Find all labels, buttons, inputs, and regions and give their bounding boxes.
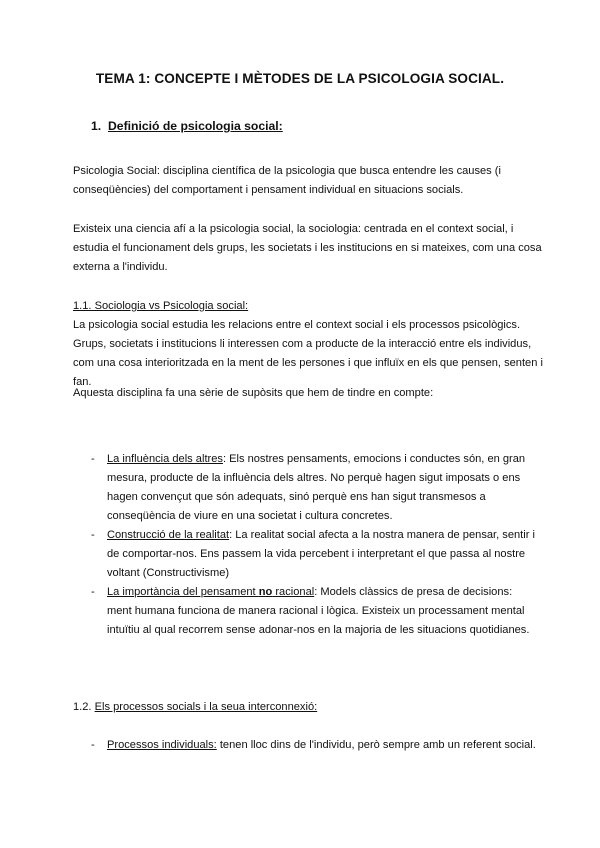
section-1-heading (91, 119, 283, 133)
list-dash: - (91, 453, 95, 465)
bullet-3-text: : Models clàssics de presa de decisions: ment humana funciona de manera racional i lògica. Existeix un processament mental intuïtiu al qual recorrem sense adonar-nos en la majoria de les situacions quotidianes. (107, 586, 530, 636)
bullet-3-label-a: La importància del pensament (107, 586, 259, 598)
paragraph-assumptions: Aquesta disciplina fa una sèrie de supòsits que hem de tindre en compte: (73, 387, 434, 399)
bullet-3-label-no: no (258, 586, 273, 598)
subsection-1-2-prefix: 1.2. (73, 701, 95, 713)
list-dash: - (91, 586, 95, 598)
section-1-title: Definició de psicologia social: (108, 119, 283, 133)
paragraph-sociology: Existeix una ciencia afí a la psicologia social, la sociologia: centrada en el context social, i estudia el funcionament dels grups, les societats i les institucions en si mateixes, com una cosa externa a l'individu. (73, 223, 542, 273)
bullet-1-label: La influència dels altres (107, 453, 223, 465)
bullet-2-text: : La realitat social afecta a la nostra manera de pensar, sentir i de comportar-nos. Ens passem la vida percebent i interpretant el que passa al nostre voltant (Constructivisme) (107, 529, 535, 579)
subsection-1-2-heading (73, 698, 543, 717)
bullet-1-text: : Els nostres pensaments, emocions i conductes són, en gran mesura, producte de la influència dels altres. No perquè hagen sigut imposats o ens hagen convençut que són adequats, sinó perquè ens han sigut transmesos a conseqüència de viure en una societat i cultura concretes. (107, 453, 526, 522)
document-title: TEMA 1: CONCEPTE I MÈTODES DE LA PSICOLOGIA SOCIAL. (95, 71, 505, 86)
list-dash: - (91, 739, 95, 751)
subsection-1-2-label: Els processos socials i la seua interconnexió: (94, 701, 318, 713)
bullet-4-text: tenen lloc dins de l'individu, però sempre amb un referent social. (216, 739, 536, 751)
section-1-number: 1. (91, 119, 102, 133)
bullet-2-label: Construcció de la realitat (107, 529, 230, 541)
subsection-1-1-label: 1.1. Sociologia vs Psicologia social: (73, 300, 249, 312)
paragraph-definition: Psicologia Social: disciplina científica de la psicologia que busca entendre les causes (i conseqüències) del comportament i pensament individual en situacions socials. (73, 165, 501, 196)
paragraph-relations: La psicologia social estudia les relacions entre el context social i els processos psicològics. Grups, societats i institucions li interessen com a producte de la interacció entre els individus, com una cosa interioritzada en la ment de les persones i que influïx en els que pensen, senten i fan. (73, 319, 543, 388)
subsection-1-1-heading (73, 297, 543, 316)
list-dash: - (91, 529, 95, 541)
bullet-3-label-c: racional (272, 586, 315, 598)
bullet-4-label: Processos individuals: (107, 739, 217, 751)
